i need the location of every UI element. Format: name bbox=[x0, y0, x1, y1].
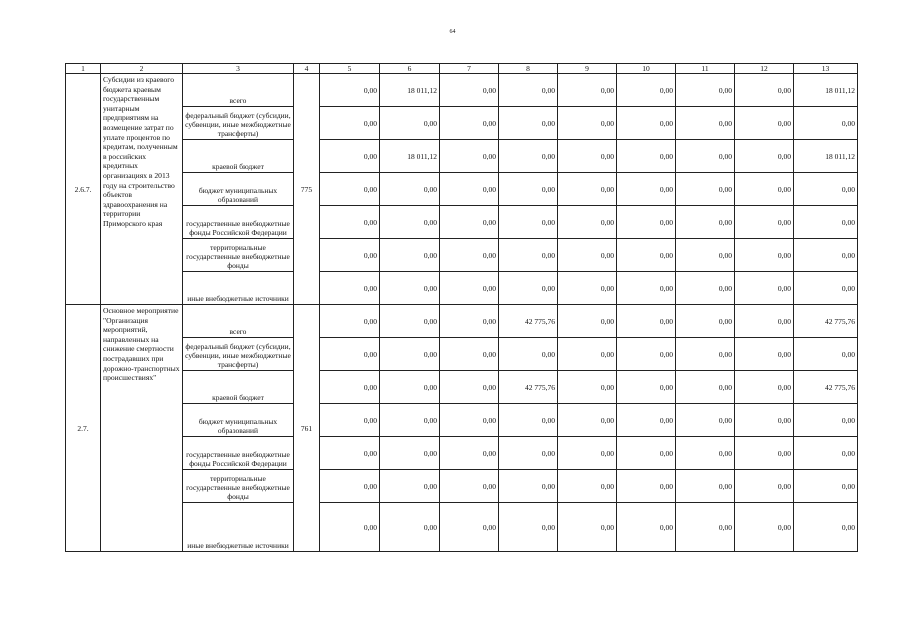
value-cell: 0,00 bbox=[320, 470, 380, 503]
table-row bbox=[66, 74, 858, 107]
value-cell: 0,00 bbox=[499, 470, 558, 503]
column-header: 11 bbox=[676, 64, 735, 74]
value-cell: 0,00 bbox=[735, 338, 794, 371]
column-header: 5 bbox=[320, 64, 380, 74]
value-cell: 0,00 bbox=[380, 437, 440, 470]
value-cell: 0,00 bbox=[380, 206, 440, 239]
value-cell: 0,00 bbox=[617, 305, 676, 338]
value-cell: 0,00 bbox=[735, 437, 794, 470]
value-cell: 0,00 bbox=[380, 404, 440, 437]
value-cell: 0,00 bbox=[617, 503, 676, 552]
value-cell: 0,00 bbox=[499, 173, 558, 206]
value-cell: 0,00 bbox=[380, 173, 440, 206]
value-cell: 0,00 bbox=[794, 338, 858, 371]
value-cell: 0,00 bbox=[735, 239, 794, 272]
value-cell: 0,00 bbox=[440, 503, 499, 552]
value-cell: 18 011,12 bbox=[380, 140, 440, 173]
value-cell: 0,00 bbox=[676, 503, 735, 552]
value-cell: 0,00 bbox=[440, 437, 499, 470]
funding-source: краевой бюджет bbox=[183, 371, 294, 404]
value-cell: 0,00 bbox=[735, 371, 794, 404]
value-cell: 0,00 bbox=[735, 470, 794, 503]
column-header: 10 bbox=[617, 64, 676, 74]
grbs-code: 761 bbox=[294, 305, 320, 552]
value-cell: 0,00 bbox=[794, 470, 858, 503]
column-header: 13 bbox=[794, 64, 858, 74]
value-cell: 0,00 bbox=[440, 305, 499, 338]
table-row bbox=[66, 272, 858, 305]
funding-source: всего bbox=[183, 305, 294, 338]
value-cell: 0,00 bbox=[617, 74, 676, 107]
value-cell: 0,00 bbox=[380, 503, 440, 552]
value-cell: 0,00 bbox=[440, 206, 499, 239]
value-cell: 0,00 bbox=[735, 272, 794, 305]
table-row bbox=[66, 470, 858, 503]
value-cell: 0,00 bbox=[320, 503, 380, 552]
table-row bbox=[66, 503, 858, 552]
funding-source: иные внебюджетные источники bbox=[183, 272, 294, 305]
value-cell: 0,00 bbox=[735, 404, 794, 437]
value-cell: 0,00 bbox=[499, 272, 558, 305]
value-cell: 0,00 bbox=[676, 140, 735, 173]
column-header: 1 bbox=[66, 64, 101, 74]
value-cell: 0,00 bbox=[676, 437, 735, 470]
value-cell: 0,00 bbox=[735, 173, 794, 206]
value-cell: 0,00 bbox=[380, 338, 440, 371]
value-cell: 0,00 bbox=[676, 305, 735, 338]
value-cell: 0,00 bbox=[380, 239, 440, 272]
value-cell: 0,00 bbox=[380, 470, 440, 503]
value-cell: 0,00 bbox=[794, 437, 858, 470]
column-header: 12 bbox=[735, 64, 794, 74]
value-cell: 0,00 bbox=[499, 74, 558, 107]
table-row bbox=[66, 338, 858, 371]
table-row bbox=[66, 404, 858, 437]
value-cell: 0,00 bbox=[558, 437, 617, 470]
value-cell: 0,00 bbox=[617, 338, 676, 371]
value-cell: 0,00 bbox=[676, 338, 735, 371]
funding-source: бюджет муниципальных образований bbox=[183, 173, 294, 206]
value-cell: 0,00 bbox=[676, 404, 735, 437]
value-cell: 0,00 bbox=[794, 272, 858, 305]
value-cell: 0,00 bbox=[380, 371, 440, 404]
value-cell: 0,00 bbox=[320, 404, 380, 437]
item-name: Субсидии из краевого бюджета краевым государственным унитарным предприятиям на возмещение затрат по уплате процентов по кредитам, полученным в российских кредитных организациях в 2013 году на строительство объектов здравоохранения на территории Приморского края bbox=[101, 74, 183, 305]
value-cell: 0,00 bbox=[558, 173, 617, 206]
value-cell: 0,00 bbox=[735, 305, 794, 338]
value-cell: 0,00 bbox=[617, 239, 676, 272]
value-cell: 0,00 bbox=[735, 107, 794, 140]
value-cell: 0,00 bbox=[440, 371, 499, 404]
item-name: Основное мероприятие "Организация мероприятий, направленных на снижение смертности пострадавших при дорожно-транспортных происшествиях" bbox=[101, 305, 183, 552]
column-header: 7 bbox=[440, 64, 499, 74]
value-cell: 18 011,12 bbox=[380, 74, 440, 107]
value-cell: 0,00 bbox=[617, 404, 676, 437]
value-cell: 0,00 bbox=[320, 338, 380, 371]
value-cell: 18 011,12 bbox=[794, 140, 858, 173]
value-cell: 0,00 bbox=[617, 470, 676, 503]
value-cell: 0,00 bbox=[440, 173, 499, 206]
table-row bbox=[66, 206, 858, 239]
value-cell: 0,00 bbox=[320, 239, 380, 272]
value-cell: 0,00 bbox=[320, 107, 380, 140]
value-cell: 0,00 bbox=[440, 338, 499, 371]
value-cell: 0,00 bbox=[499, 107, 558, 140]
value-cell: 0,00 bbox=[440, 140, 499, 173]
value-cell: 0,00 bbox=[499, 404, 558, 437]
value-cell: 0,00 bbox=[440, 239, 499, 272]
value-cell: 0,00 bbox=[617, 107, 676, 140]
funding-source: бюджет муниципальных образований bbox=[183, 404, 294, 437]
value-cell: 0,00 bbox=[794, 206, 858, 239]
funding-source: краевой бюджет bbox=[183, 140, 294, 173]
value-cell: 0,00 bbox=[558, 371, 617, 404]
value-cell: 0,00 bbox=[320, 140, 380, 173]
value-cell: 0,00 bbox=[558, 206, 617, 239]
value-cell: 0,00 bbox=[794, 404, 858, 437]
value-cell: 0,00 bbox=[676, 74, 735, 107]
value-cell: 42 775,76 bbox=[499, 305, 558, 338]
page-number: 64 bbox=[449, 29, 456, 35]
table-row bbox=[66, 437, 858, 470]
value-cell: 0,00 bbox=[499, 338, 558, 371]
value-cell: 0,00 bbox=[558, 404, 617, 437]
value-cell: 0,00 bbox=[440, 272, 499, 305]
value-cell: 0,00 bbox=[558, 239, 617, 272]
table-row bbox=[66, 239, 858, 272]
budget-table bbox=[65, 63, 858, 552]
value-cell: 0,00 bbox=[558, 470, 617, 503]
value-cell: 0,00 bbox=[676, 272, 735, 305]
value-cell: 0,00 bbox=[499, 140, 558, 173]
value-cell: 0,00 bbox=[794, 107, 858, 140]
value-cell: 0,00 bbox=[617, 173, 676, 206]
column-header: 8 bbox=[499, 64, 558, 74]
value-cell: 0,00 bbox=[735, 74, 794, 107]
value-cell: 42 775,76 bbox=[794, 371, 858, 404]
funding-source: федеральный бюджет (субсидии, субвенции, иные межбюджетные трансферты) bbox=[183, 338, 294, 371]
value-cell: 0,00 bbox=[320, 173, 380, 206]
value-cell: 0,00 bbox=[320, 272, 380, 305]
item-code: 2.7. bbox=[66, 305, 101, 552]
value-cell: 0,00 bbox=[735, 140, 794, 173]
table-row bbox=[66, 371, 858, 404]
value-cell: 0,00 bbox=[735, 503, 794, 552]
value-cell: 0,00 bbox=[676, 173, 735, 206]
value-cell: 0,00 bbox=[499, 437, 558, 470]
value-cell: 0,00 bbox=[735, 206, 794, 239]
value-cell: 0,00 bbox=[676, 206, 735, 239]
column-header: 6 bbox=[380, 64, 440, 74]
funding-source: иные внебюджетные источники bbox=[183, 503, 294, 552]
value-cell: 0,00 bbox=[499, 503, 558, 552]
header-row bbox=[66, 64, 858, 74]
table-row bbox=[66, 140, 858, 173]
table-row bbox=[66, 173, 858, 206]
value-cell: 0,00 bbox=[676, 107, 735, 140]
funding-source: всего bbox=[183, 74, 294, 107]
value-cell: 0,00 bbox=[558, 140, 617, 173]
value-cell: 0,00 bbox=[440, 74, 499, 107]
funding-source: федеральный бюджет (субсидии, субвенции, иные межбюджетные трансферты) bbox=[183, 107, 294, 140]
value-cell: 0,00 bbox=[558, 305, 617, 338]
column-header: 3 bbox=[183, 64, 294, 74]
value-cell: 0,00 bbox=[380, 107, 440, 140]
value-cell: 0,00 bbox=[676, 470, 735, 503]
value-cell: 0,00 bbox=[794, 239, 858, 272]
value-cell: 0,00 bbox=[558, 107, 617, 140]
funding-source: государственные внебюджетные фонды Российской Федерации bbox=[183, 437, 294, 470]
funding-source: территориальные государственные внебюджетные фонды bbox=[183, 239, 294, 272]
value-cell: 0,00 bbox=[320, 305, 380, 338]
item-code: 2.6.7. bbox=[66, 74, 101, 305]
value-cell: 0,00 bbox=[320, 437, 380, 470]
value-cell: 0,00 bbox=[617, 272, 676, 305]
column-header: 2 bbox=[101, 64, 183, 74]
value-cell: 0,00 bbox=[617, 437, 676, 470]
value-cell: 0,00 bbox=[617, 206, 676, 239]
value-cell: 0,00 bbox=[320, 371, 380, 404]
value-cell: 0,00 bbox=[558, 74, 617, 107]
value-cell: 0,00 bbox=[320, 74, 380, 107]
value-cell: 0,00 bbox=[558, 338, 617, 371]
value-cell: 0,00 bbox=[320, 206, 380, 239]
table-row bbox=[66, 107, 858, 140]
value-cell: 0,00 bbox=[676, 371, 735, 404]
value-cell: 0,00 bbox=[617, 371, 676, 404]
value-cell: 0,00 bbox=[380, 305, 440, 338]
value-cell: 0,00 bbox=[558, 272, 617, 305]
value-cell: 18 011,12 bbox=[794, 74, 858, 107]
column-header: 4 bbox=[294, 64, 320, 74]
value-cell: 0,00 bbox=[794, 173, 858, 206]
table-row bbox=[66, 305, 858, 338]
value-cell: 0,00 bbox=[499, 206, 558, 239]
column-header: 9 bbox=[558, 64, 617, 74]
value-cell: 42 775,76 bbox=[499, 371, 558, 404]
value-cell: 0,00 bbox=[794, 503, 858, 552]
value-cell: 42 775,76 bbox=[794, 305, 858, 338]
funding-source: государственные внебюджетные фонды Российской Федерации bbox=[183, 206, 294, 239]
value-cell: 0,00 bbox=[499, 239, 558, 272]
value-cell: 0,00 bbox=[558, 503, 617, 552]
value-cell: 0,00 bbox=[440, 107, 499, 140]
value-cell: 0,00 bbox=[440, 470, 499, 503]
value-cell: 0,00 bbox=[440, 404, 499, 437]
grbs-code: 775 bbox=[294, 74, 320, 305]
value-cell: 0,00 bbox=[617, 140, 676, 173]
value-cell: 0,00 bbox=[676, 239, 735, 272]
value-cell: 0,00 bbox=[380, 272, 440, 305]
funding-source: территориальные государственные внебюджетные фонды bbox=[183, 470, 294, 503]
